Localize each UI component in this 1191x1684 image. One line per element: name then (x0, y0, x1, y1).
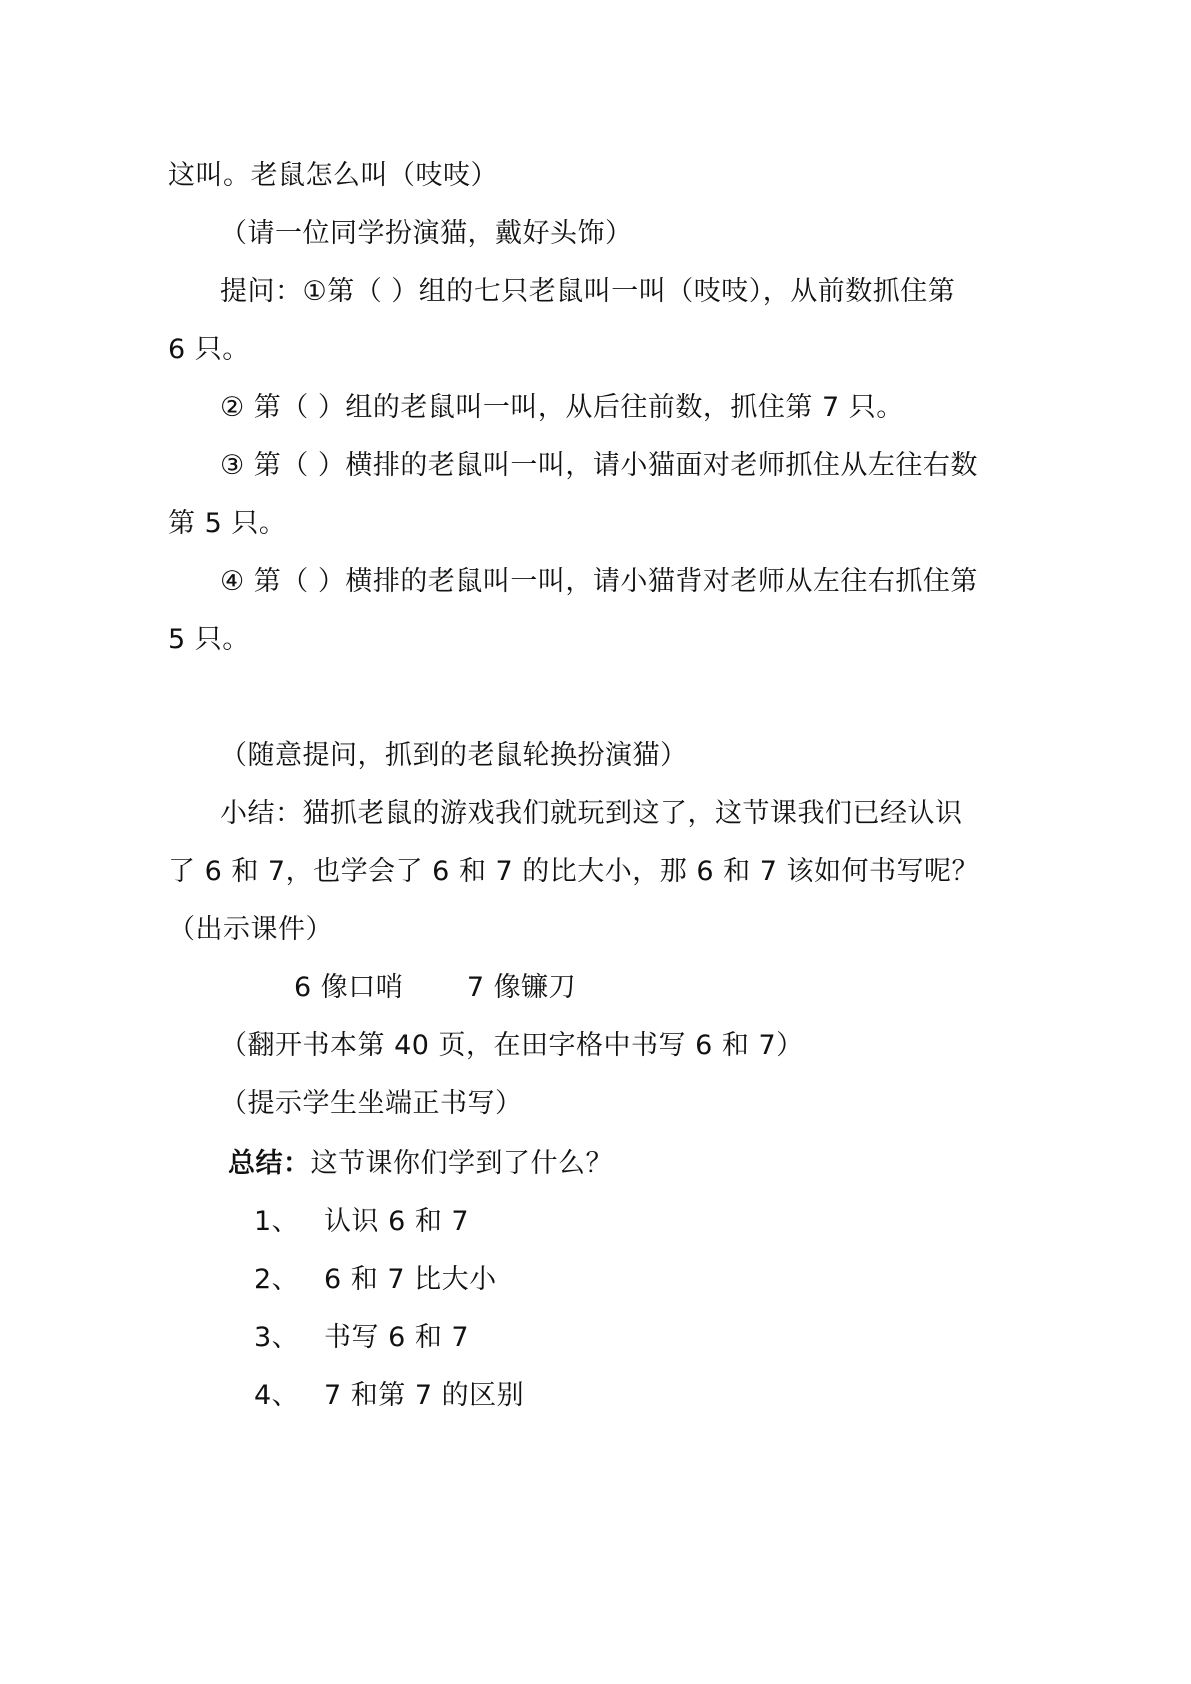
paragraph-line: 第 5 只。 (168, 508, 287, 539)
paragraph-line: 这叫。老鼠怎么叫（吱吱） (168, 160, 498, 191)
paragraph-line: 小结：猫抓老鼠的游戏我们就玩到这了，这节课我们已经认识 (220, 798, 963, 829)
paragraph-line: 了 6 和 7，也学会了 6 和 7 的比大小，那 6 和 7 该如何书写呢？ (168, 856, 979, 887)
summary-label: 总结： (228, 1148, 311, 1179)
summary-question: 这节课你们学到了什么？ (310, 1148, 613, 1179)
summary-item-text: 书写 6 和 7 (324, 1322, 470, 1353)
summary-item-number: 3、 (254, 1322, 300, 1353)
summary-item-number: 4、 (254, 1380, 300, 1411)
paragraph-line: 6 像口哨 7 像镰刀 (294, 972, 577, 1003)
summary-item-text: 认识 6 和 7 (324, 1206, 470, 1237)
paragraph-line: （请一位同学扮演猫，戴好头饰） (220, 218, 633, 249)
summary-item-number: 1、 (254, 1206, 300, 1237)
paragraph-line: ③ 第（ ）横排的老鼠叫一叫，请小猫面对老师抓住从左往右数 (220, 450, 978, 481)
paragraph-line: （随意提问，抓到的老鼠轮换扮演猫） (220, 740, 688, 771)
paragraph-line: （提示学生坐端正书写） (220, 1088, 523, 1119)
summary-heading (228, 1146, 613, 1182)
paragraph-line: ② 第（ ）组的老鼠叫一叫，从后往前数，抓住第 7 只。 (220, 392, 904, 423)
summary-item (254, 1378, 524, 1414)
summary-item-text: 7 和第 7 的区别 (324, 1380, 525, 1411)
paragraph-line: 5 只。 (168, 624, 250, 655)
summary-item (254, 1262, 497, 1298)
summary-item (254, 1204, 469, 1240)
summary-item-text: 6 和 7 比大小 (324, 1264, 497, 1295)
summary-item (254, 1320, 469, 1356)
paragraph-line: （出示课件） (168, 914, 333, 945)
paragraph-line: ④ 第（ ）横排的老鼠叫一叫，请小猫背对老师从左往右抓住第 (220, 566, 978, 597)
paragraph-line: 6 只。 (168, 334, 250, 365)
summary-item-number: 2、 (254, 1264, 300, 1295)
paragraph-line: （翻开书本第 40 页，在田字格中书写 6 和 7） (220, 1030, 804, 1061)
paragraph-line: 提问：①第（ ）组的七只老鼠叫一叫（吱吱），从前数抓住第 (220, 276, 956, 307)
